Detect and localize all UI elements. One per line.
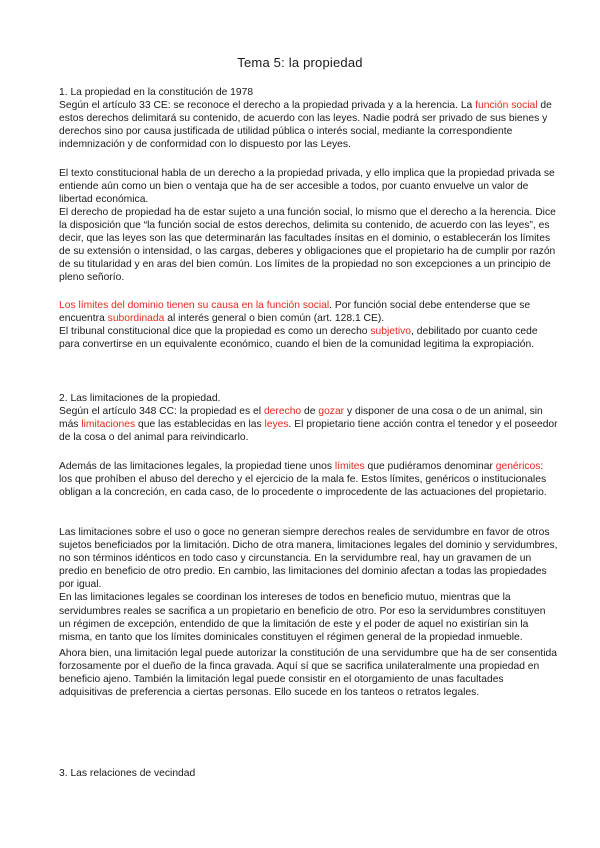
paragraph-text: El texto constitucional habla de un derecho a la propiedad privada, y ello implica que la propiedad privada se entiende aún como un bien o ventaja que ha de ser accesible a todos, por cuanto envuelve un valor de libertad económica. (59, 168, 555, 206)
section-2-heading: 2. Las limitaciones de la propiedad. (59, 393, 221, 404)
paragraph-text: Ahora bien, una limitación legal puede autorizar la constitución de una servidumbre que ha de ser consentida forzosamente por el dueño de la finca gravada. Aquí sí que se sacrifica unilateralmente una propiedad en beneficio ajeno. También la limitación legal puede consistir en el otorgamiento de unas facultades adquisitivas de preferencia a ciertas personas. Ello sucede en los tanteos o retratos legales. (59, 648, 557, 699)
text-run: al interés general o bien común (art. 128.1 CE). (164, 313, 385, 325)
highlight-gozar: gozar (318, 406, 345, 418)
section-1-paragraph-5 (59, 325, 559, 351)
text-run: Además de las limitaciones legales, la propiedad tiene unos (59, 461, 335, 472)
section-2-paragraph-2 (59, 460, 559, 499)
text-run: que pudiéramos denominar (364, 461, 496, 472)
text-run: : los que prohíben el abuso del derecho y el ejercicio de la mala fe. Estos límites, genéricos o institucionales obligan a la concreción, en cada caso, de lo procedente o improcedente de las actuaciones del propietario. (59, 461, 547, 499)
section-2-paragraph-4: En las limitaciones legales se coordinan los intereses de todos en beneficio mutuo, mientras que la servidumbres reales se sacrifica a un propietario en beneficio de otro. Por eso la servidumbres constituyen un régimen de excepción, entendido de que la limitación de este y el poder de aquel no existirían sin la misma, en tanto que los límites dominicales constituyen el régimen general de la propiedad inmueble. (59, 592, 546, 643)
section-2-paragraph-5 (59, 647, 559, 699)
highlight-subjetivo: subjetivo (370, 326, 412, 338)
highlight-limites: límites (334, 461, 365, 472)
section-1-paragraph-1 (59, 99, 559, 151)
text-run: que las establecidas en las (135, 419, 265, 431)
paragraph-text: El derecho de propiedad ha de estar sujeto a una función social, lo mismo que el derecho a la herencia. Dice la disposición que “la función social de estos derechos, delimita su contenido, de acuerdo con las leyes”, es decir, que las leyes son las que determinarán las facultades ínsitas en el dominio, o establecerán los límites de su extensión o intensidad, o las cargas, deberes y obligaciones que el propietario ha de cumplir por razón de su titularidad y en aras del bien común. Los límites de la propiedad no son excepciones a un principio de pleno señorío. (59, 207, 556, 284)
highlight-subordinada: subordinada (107, 313, 165, 325)
text-run: . El propietario tiene acción contra el tenedor y el poseedor de la cosa o del animal para reivindicarlo. (59, 419, 558, 444)
section-3 (59, 767, 559, 780)
paragraph-text: Las limitaciones sobre el uso o goce no generan siempre derechos reales de servidumbre en favor de otros sujetos beneficiados por la limitación. Dicho de otra manera, limitaciones legales del dominio y servidumbres, no son términos idénticos en todo caso y circunstancia. En la servidumbre real, hay un gravamen de un predio en beneficio de otro predio. En cambio, las limitaciones del dominio afectan a todas las propiedades por igual. (59, 527, 558, 591)
section-1-intro (59, 86, 559, 151)
highlight-leyes: leyes (264, 419, 289, 431)
text-run: y disponer de una cosa o de un animal, sin más (59, 406, 543, 431)
text-run: El tribunal constitucional dice que la propiedad es como un derecho (59, 326, 371, 338)
text-run: Según el artículo 348 CC: la propiedad es el (59, 406, 264, 418)
section-3-heading: 3. Las relaciones de vecindad (59, 768, 196, 779)
text-run: de (301, 406, 319, 418)
section-1-paragraph-3 (59, 206, 559, 285)
section-2-paragraph-3 (59, 526, 559, 644)
highlight-limitaciones: limitaciones (81, 419, 136, 431)
section-2-intro (59, 392, 559, 444)
page-title: Tema 5: la propiedad (237, 55, 363, 70)
section-1-heading: 1. La propiedad en la constitución de 1978 (59, 87, 254, 98)
text-run: , debilitado por cuanto cede para convertirse en un equivalente económico, cuando el bien de la comunidad legitima la expropiación. (59, 326, 538, 351)
text-run: Según el artículo 33 CE: se reconoce el derecho a la propiedad privada y a la herencia. La (59, 100, 476, 112)
highlight-genericos: genéricos (495, 461, 541, 472)
section-1-paragraph-2 (59, 167, 559, 206)
text-run: de estos derechos delimitará su contenido, de acuerdo con las leyes. Nadie podrá ser privado de sus bienes y derechos sino por causa justificada de utilidad pública o interés social, mediante la correspondiente indemnización y de conformidad con lo dispuesto por las Leyes. (59, 100, 552, 151)
highlight-funcion-social: función social (475, 100, 538, 112)
section-1-paragraph-4 (59, 299, 559, 351)
text-run: . Por función social debe entenderse que se encuentra (59, 300, 531, 325)
section-2-paragraph-1 (59, 405, 559, 444)
highlight-derecho: derecho (263, 406, 302, 418)
highlight-limites-dominio: Los límites del dominio tienen su causa en la función social (59, 300, 330, 311)
